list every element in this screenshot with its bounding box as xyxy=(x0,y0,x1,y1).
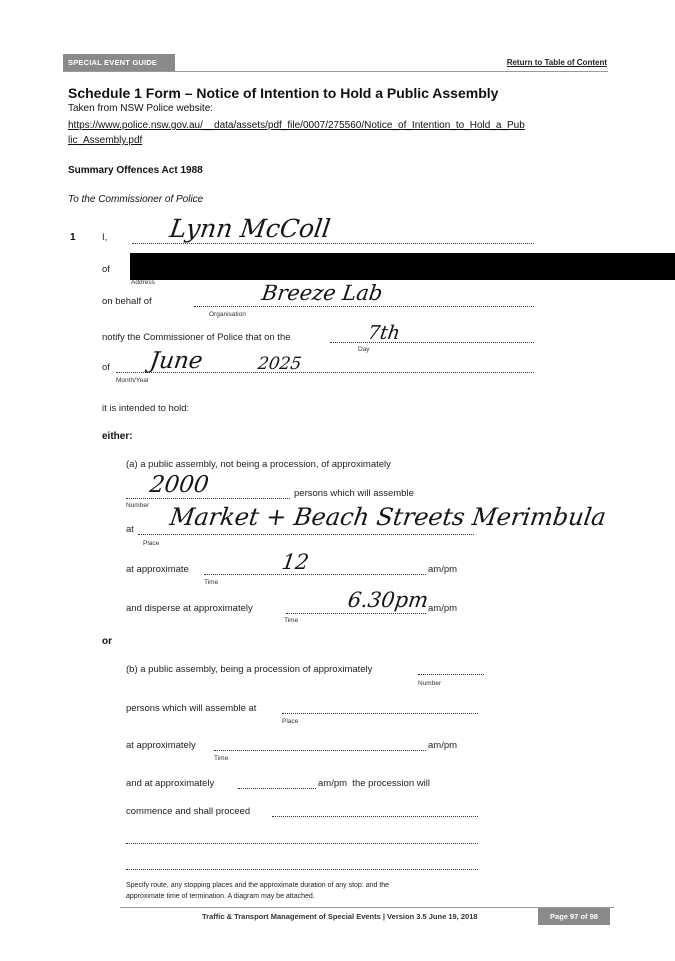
at-label: at xyxy=(126,524,134,535)
b-ampm-label: am/pm xyxy=(428,740,458,751)
b-procession-time-field-line[interactable] xyxy=(238,788,316,789)
b-time-caption: Time xyxy=(214,755,229,762)
notify-label: notify the Commissioner of Police that on the xyxy=(102,332,291,343)
handwritten-day: 7th xyxy=(366,322,402,344)
procession-number-field-line[interactable] xyxy=(418,674,484,675)
footer-text: Traffic & Transport Management of Special Events | Version 3.5 June 19, 2018 xyxy=(202,912,478,921)
either-label: either: xyxy=(102,431,133,442)
place-caption: Place xyxy=(143,540,160,547)
source-text: Taken from NSW Police website: xyxy=(68,103,214,114)
handwritten-number: 2000 xyxy=(148,472,211,498)
ampm-label: am/pm xyxy=(428,564,458,575)
source-url-line1[interactable]: https://www.police.nsw.gov.au/__data/assets/pdf_file/0007/275560/Notice_of_Intention_to_Hold_a_Pub xyxy=(68,120,525,131)
option-b-text: (b) a public assembly, being a procession of approximately xyxy=(126,664,373,675)
route-note-line1: Specify route, any stopping places and the approximate duration of any stop: and the xyxy=(126,882,390,889)
header-rule xyxy=(63,71,608,72)
handwritten-organisation: Breeze Lab xyxy=(260,281,385,305)
number-field-line[interactable] xyxy=(126,498,290,499)
guide-badge: SPECIAL EVENT GUIDE xyxy=(63,54,175,72)
monthyear-caption: Month/Year xyxy=(116,377,150,384)
organisation-field-line[interactable] xyxy=(194,306,534,307)
start-time-field-line[interactable] xyxy=(204,574,426,575)
act-heading: Summary Offences Act 1988 xyxy=(68,165,203,176)
address-caption: Address xyxy=(131,279,155,286)
handwritten-disperse-time: 6.30pm xyxy=(346,588,430,612)
approx-label: at approximate xyxy=(126,564,189,575)
time-caption-2: Time xyxy=(284,617,299,624)
or-label: or xyxy=(102,636,112,647)
route-field-line-1[interactable] xyxy=(272,816,478,817)
procession-label: am/pm the procession will xyxy=(318,778,430,789)
redacted-address xyxy=(130,253,675,280)
organisation-caption: Organisation xyxy=(209,311,246,318)
b-persons-label: persons which will assemble at xyxy=(126,703,257,714)
b-time-field-line[interactable] xyxy=(214,750,426,751)
persons-label: persons which will assemble xyxy=(294,488,414,499)
commence-label: commence and shall proceed xyxy=(126,806,251,817)
handwritten-month: June xyxy=(148,348,205,374)
ampm-label-2: am/pm xyxy=(428,603,458,614)
route-field-line-2[interactable] xyxy=(126,843,478,844)
place-field-line[interactable] xyxy=(138,534,474,535)
handwritten-start-time: 12 xyxy=(280,550,311,574)
b-place-caption: Place xyxy=(282,718,299,725)
route-field-line-3[interactable] xyxy=(126,869,478,870)
disperse-label: and disperse at approximately xyxy=(126,603,253,614)
of2-label: of xyxy=(102,362,110,373)
day-caption: Day xyxy=(358,346,370,353)
i-label: I, xyxy=(102,232,108,243)
and-at-label: and at approximately xyxy=(126,778,215,789)
route-note-line2: approximate time of termination. A diagram may be attached. xyxy=(126,893,315,900)
return-to-toc-link[interactable]: Return to Table of Content xyxy=(506,58,607,67)
b-approx-label: at approximately xyxy=(126,740,196,751)
behalf-label: on behalf of xyxy=(102,296,152,307)
addressee: To the Commissioner of Police xyxy=(68,194,204,205)
of-label: of xyxy=(102,264,110,275)
b-number-caption: Number xyxy=(418,680,442,687)
time-caption: Time xyxy=(204,579,219,586)
intended-label: it is intended to hold: xyxy=(102,403,190,414)
handwritten-name: Lynn McColl xyxy=(167,214,333,243)
number-caption: Number xyxy=(126,502,150,509)
handwritten-place: Market + Beach Streets Merimbula xyxy=(168,503,608,531)
source-url-line2[interactable]: lic_Assembly.pdf xyxy=(68,135,143,146)
b-place-field-line[interactable] xyxy=(282,713,478,714)
form-title: Schedule 1 Form – Notice of Intention to Hold a Public Assembly xyxy=(68,85,499,101)
section-number: 1 xyxy=(70,232,76,243)
disperse-time-field-line[interactable] xyxy=(286,613,426,614)
handwritten-year: 2025 xyxy=(256,354,303,374)
day-field-line[interactable] xyxy=(330,342,534,343)
name-field-line[interactable] xyxy=(132,243,534,244)
option-a-text: (a) a public assembly, not being a procession, of approximately xyxy=(126,459,391,470)
page-number-badge: Page 97 of 98 xyxy=(538,908,610,925)
